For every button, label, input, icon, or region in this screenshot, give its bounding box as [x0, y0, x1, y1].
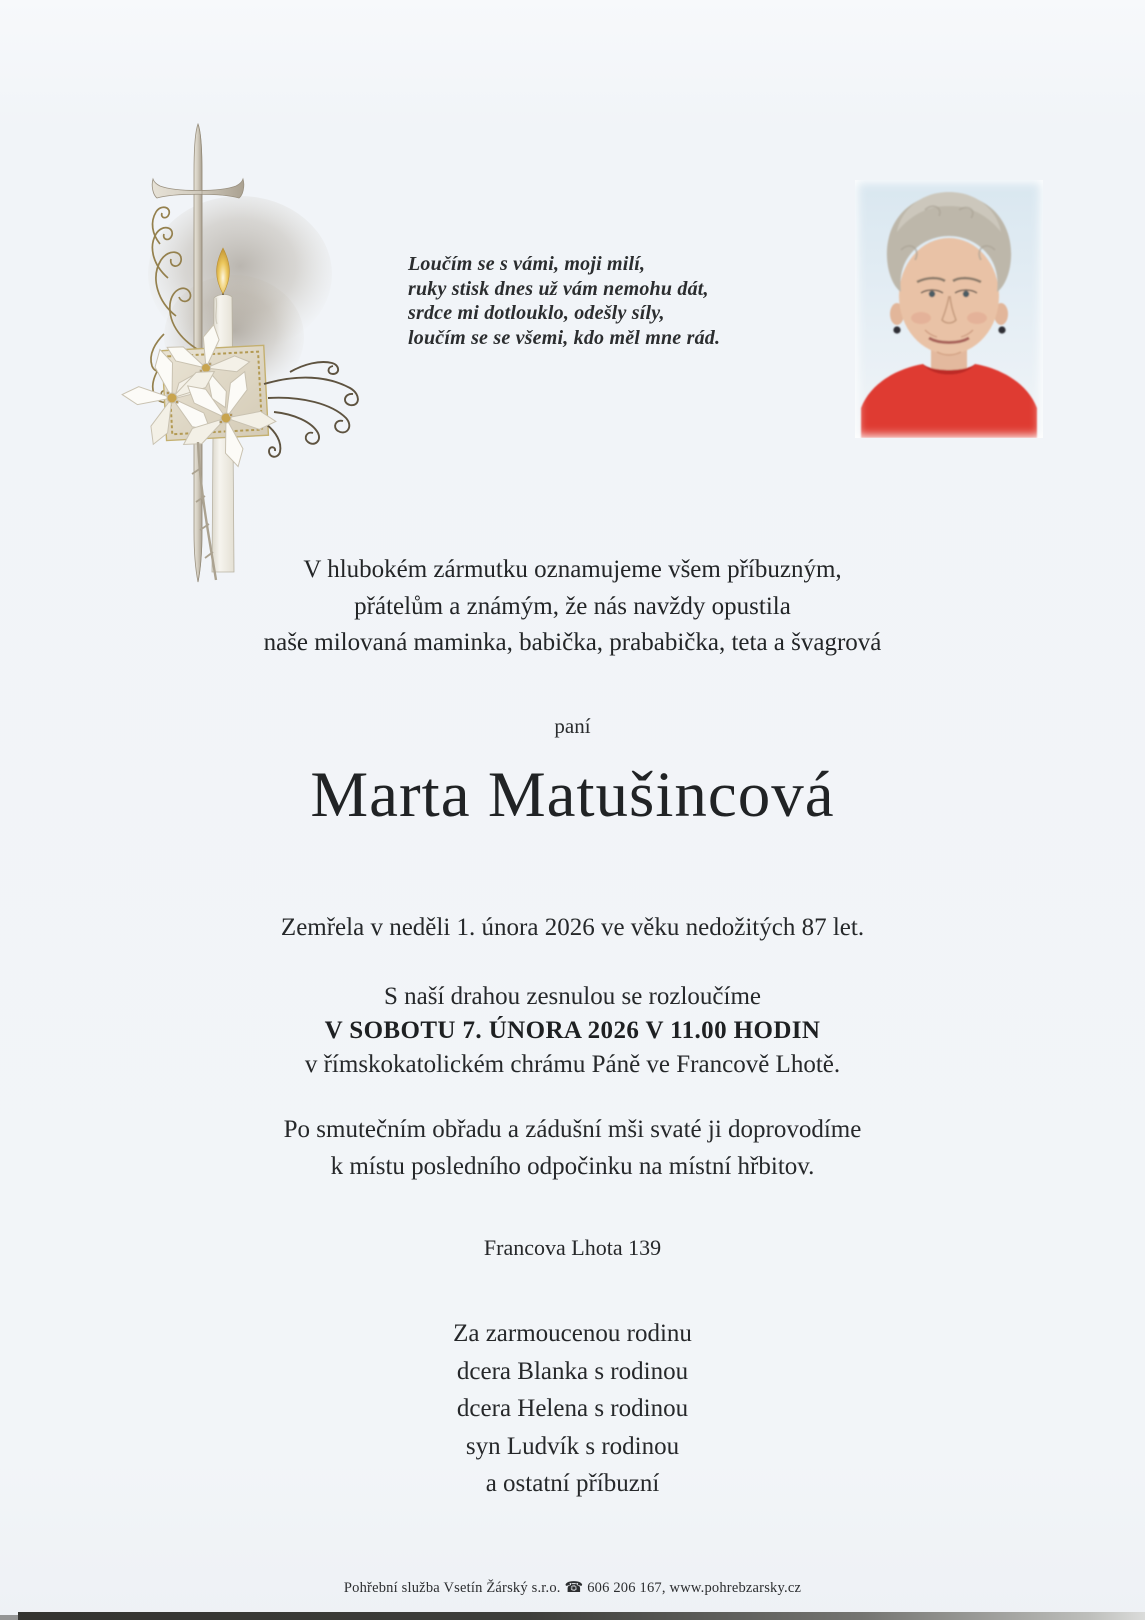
family-line: syn Ludvík s rodinou [465, 1432, 680, 1460]
cross-candle-flowers-illustration [106, 102, 406, 602]
poem-line: Loučím se s vámi, moji milí, [408, 253, 646, 275]
funeral-company-name: Pohřební služba Vsetín Žárský s.r.o. [343, 1580, 561, 1596]
funeral-company-phone: 606 206 167, [587, 1580, 666, 1596]
family-line: Za zarmoucenou rodinu [453, 1320, 692, 1347]
funeral-company-website: www.pohrebzarsky.cz [669, 1580, 802, 1596]
procession-text [0, 1112, 1145, 1185]
procession-line: Po smutečním obřadu a zádušní mši svaté ji doprovodíme [283, 1116, 862, 1143]
announcement-text [0, 552, 1145, 662]
death-notice: Zemřela v neděli 1. února 2026 ve věku nedožitých 87 let. [280, 914, 865, 941]
scan-edge-artifact-left [0, 1615, 20, 1620]
funeral-address: Francova Lhota 139 [483, 1235, 662, 1260]
funeral-service-footer [0, 1578, 1145, 1597]
scan-edge-artifact [18, 1612, 1145, 1620]
family-line: dcera Helena s rodinou [456, 1395, 689, 1422]
procession-line: k místu posledního odpočinku na místní hřbitov. [330, 1152, 815, 1180]
announcement-line: V hlubokém zármutku oznamujeme všem příbuzným, [303, 556, 842, 583]
poem-line: ruky stisk dnes už vám nemohu dát, [408, 277, 709, 300]
poem-line: srdce mi dotlouklo, odešly síly, [408, 302, 665, 324]
telephone-icon: ☎ [564, 1580, 584, 1596]
announcement-line: naše milovaná maminka, babička, prababička, teta a švagrová [263, 629, 882, 656]
mourning-family-list [0, 1315, 1145, 1503]
funeral-datetime: V SOBOTU 7. ÚNORA 2026 V 11.00 HODIN [324, 1017, 821, 1044]
funeral-location: v římskokatolickém chrámu Páně ve Francově Lhotě. [304, 1051, 841, 1078]
funeral-intro: S naší drahou zesnulou se rozloučíme [384, 983, 761, 1010]
family-line: a ostatní příbuzní [485, 1470, 660, 1497]
announcement-line: přátelům a známým, že nás navždy opustila [354, 592, 791, 620]
farewell-poem [408, 252, 720, 350]
deceased-name: Marta Matušincová [310, 759, 835, 831]
poem-line: loučím se se všemi, kdo měl mne rád. [408, 326, 721, 349]
family-line: dcera Blanka s rodinou [456, 1357, 689, 1385]
salutation: paní [554, 714, 591, 738]
portrait-photo [855, 180, 1043, 438]
